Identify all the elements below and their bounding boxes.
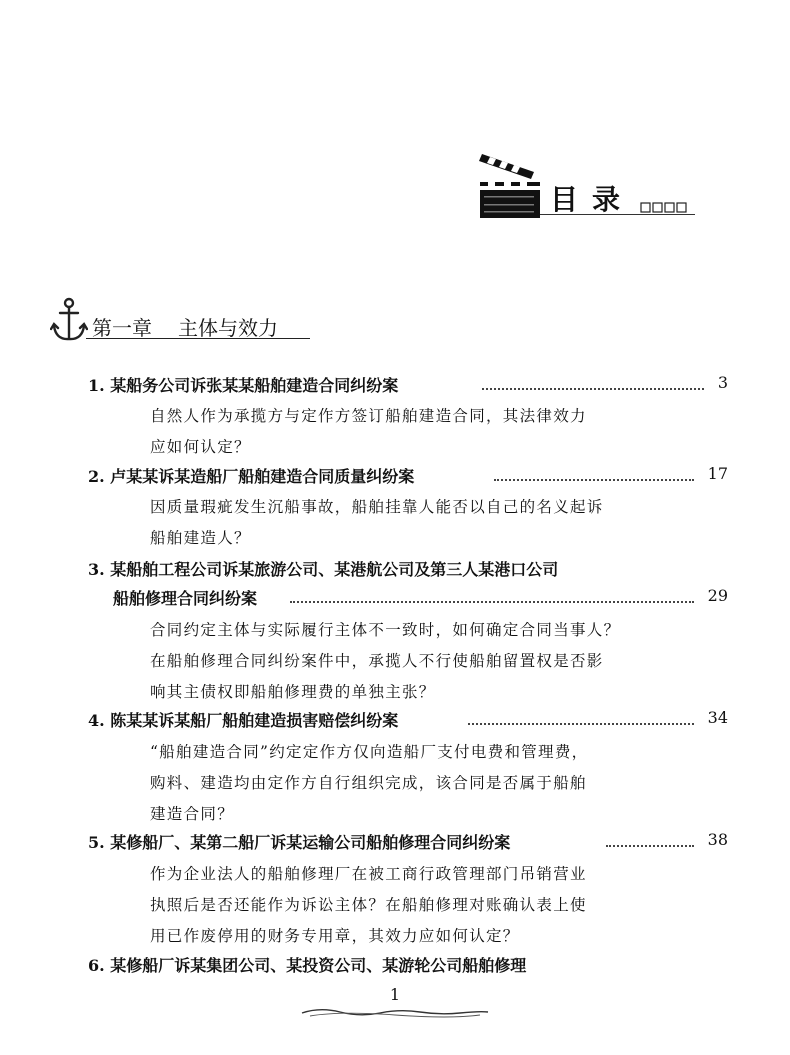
entry-title-text: 某船务公司诉张某某船舶建造合同纠纷案 xyxy=(110,376,399,395)
entry-description: 合同约定主体与实际履行主体不一致时，如何确定合同当事人？ xyxy=(150,621,621,639)
entry-description: 船舶建造人？ xyxy=(150,529,251,547)
entry-description: 响其主债权即船舶修理费的单独主张？ xyxy=(150,683,436,701)
entry-number: 1. xyxy=(88,376,105,395)
chapter-label: 第一章 xyxy=(92,316,152,340)
leader-dots xyxy=(494,479,694,481)
chapter-heading xyxy=(92,312,278,341)
entry-page-number: 3 xyxy=(717,373,728,392)
chapter-name: 主体与效力 xyxy=(178,316,278,340)
toc-entry-title[interactable] xyxy=(88,557,558,580)
entry-description: 建造合同？ xyxy=(150,805,235,823)
wave-ornament-icon xyxy=(300,1006,490,1020)
entry-description: 因质量瑕疵发生沉船事故，船舶挂靠人能否以自己的名义起诉 xyxy=(150,498,604,516)
entry-title-text: 陈某某诉某船厂船舶建造损害赔偿纠纷案 xyxy=(110,711,399,730)
entry-number: 5. xyxy=(88,833,105,852)
toc-entry-title[interactable] xyxy=(88,708,398,731)
chapter-rule xyxy=(86,338,310,339)
entry-number: 4. xyxy=(88,711,105,730)
entry-page-number: 38 xyxy=(707,830,728,849)
leader-dots xyxy=(468,723,694,725)
leader-dots xyxy=(482,388,704,390)
toc-entry-title[interactable] xyxy=(88,953,526,976)
entry-title-text: 船舶修理合同纠纷案 xyxy=(113,589,258,608)
entry-description: 作为企业法人的船舶修理厂在被工商行政管理部门吊销营业 xyxy=(150,865,587,883)
entry-description: 应如何认定？ xyxy=(150,438,251,456)
footer-page-number: 1 xyxy=(389,985,401,1004)
entry-description: 执照后是否还能作为诉讼主体？在船舶修理对账确认表上使 xyxy=(150,896,587,914)
entry-title-text: 某修船厂、某第二船厂诉某运输公司船舶修理合同纠纷案 xyxy=(110,833,511,852)
clapperboard-icon xyxy=(478,148,548,223)
entry-description: 购料、建造均由定作方自行组织完成，该合同是否属于船舶 xyxy=(150,774,587,792)
entry-description: 自然人作为承揽方与定作方签订船舶建造合同，其法律效力 xyxy=(150,407,587,425)
title-underline xyxy=(540,214,695,215)
entry-number: 3. xyxy=(88,560,105,579)
anchor-icon xyxy=(50,296,88,344)
entry-number: 2. xyxy=(88,467,105,486)
toc-entry-title[interactable] xyxy=(88,830,510,853)
entry-page-number: 34 xyxy=(707,708,728,727)
leader-dots xyxy=(606,845,694,847)
toc-entry-title[interactable] xyxy=(88,464,414,487)
entry-title-text: 卢某某诉某造船厂船舶建造合同质量纠纷案 xyxy=(110,467,415,486)
entry-number: 6. xyxy=(88,956,105,975)
toc-title: 目录 xyxy=(550,183,635,216)
leader-dots xyxy=(290,601,694,603)
entry-description: “船舶建造合同”约定定作方仅向造船厂支付电费和管理费， xyxy=(150,743,589,761)
entry-description: 在船舶修理合同纠纷案件中，承揽人不行使船舶留置权是否影 xyxy=(150,652,604,670)
toc-entry-title-continued[interactable] xyxy=(113,586,257,609)
entry-page-number: 17 xyxy=(707,464,728,483)
toc-entry-title[interactable] xyxy=(88,373,398,396)
entry-description: 用已作废停用的财务专用章，其效力应如何认定？ xyxy=(150,927,520,945)
entry-title-text: 某船舶工程公司诉某旅游公司、某港航公司及第三人某港口公司 xyxy=(110,560,559,579)
decorative-boxes-icon xyxy=(640,200,690,214)
entry-page-number: 29 xyxy=(707,586,728,605)
entry-title-text: 某修船厂诉某集团公司、某投资公司、某游轮公司船舶修理 xyxy=(110,956,527,975)
